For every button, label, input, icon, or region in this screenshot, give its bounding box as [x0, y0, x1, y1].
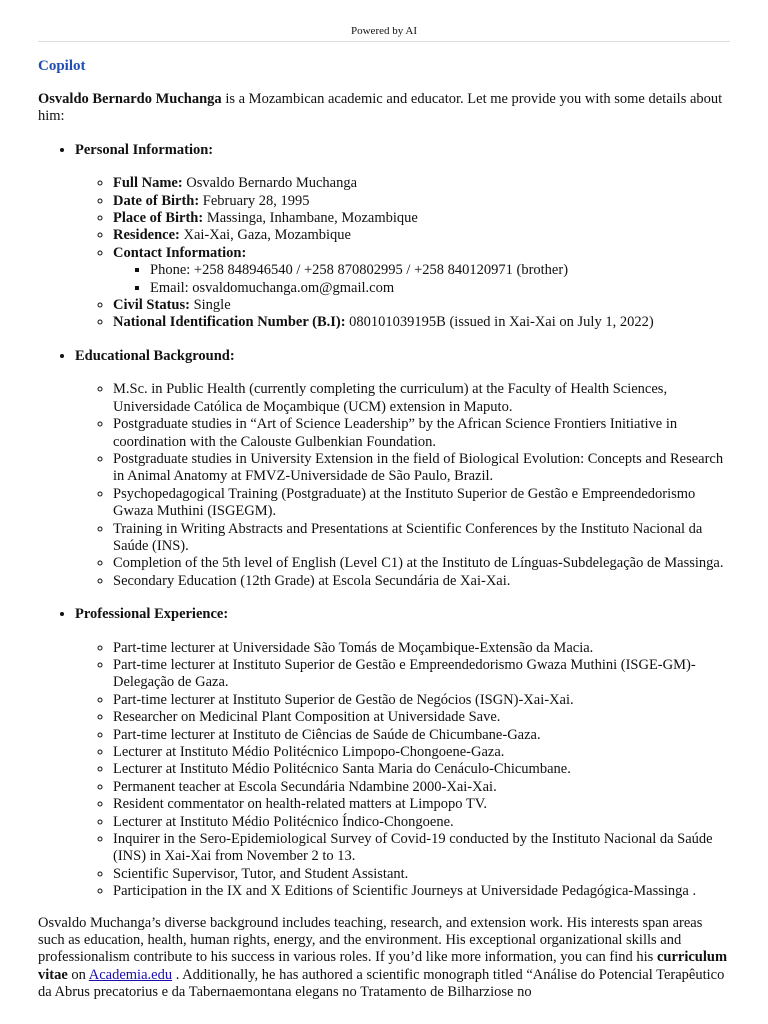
list-item: ◦ Scientific Supervisor, Tutor, and Student Assistant. — [113, 866, 730, 883]
subject-name: Osvaldo Bernardo Muchanga — [38, 91, 222, 107]
contact-list — [113, 262, 730, 297]
list-item: ◦ Lecturer at Instituto Médio Politécnico Índico-Chongoene. — [113, 814, 730, 831]
copilot-brand[interactable]: Copilot — [38, 58, 86, 74]
list-item: ◦ Participation in the IX and X Editions of Scientific Journeys at Universidade Pedagógica-Massinga . — [113, 883, 730, 900]
section-experience — [75, 606, 730, 901]
list-item: ◦ Civil Status: Single — [113, 297, 730, 314]
list-item: ◦ Secondary Education (12th Grade) at Escola Secundária de Xai-Xai. — [113, 573, 730, 590]
list-item: ◦ Full Name: Osvaldo Bernardo Muchanga — [113, 175, 730, 192]
education-list — [75, 381, 730, 590]
cv-term: curriculum vitae — [38, 949, 728, 983]
email-item: ▪ Email: osvaldomuchanga.om@gmail.com — [150, 280, 730, 297]
list-item: ◦ Lecturer at Instituto Médio Politécnico Santa Maria do Cenáculo-Chicumbane. — [113, 761, 730, 778]
academia-link[interactable]: Academia.edu — [88, 966, 173, 983]
list-item: ◦ Resident commentator on health-related matters at Limpopo TV. — [113, 796, 730, 813]
list-item: ◦ Training in Writing Abstracts and Presentations at Scientific Conferences by the Instituto Nacional da Saúde (INS). — [113, 521, 730, 556]
section-education — [75, 348, 730, 590]
list-item: ◦ National Identification Number (B.I): 080101039195B (issued in Xai-Xai on July 1, 2022) — [113, 314, 730, 331]
phone-item: ▪ Phone: +258 848946540 / +258 870802995 / +258 840120971 (brother) — [150, 262, 730, 279]
experience-list — [75, 640, 730, 901]
experience-heading: Professional Experience: — [75, 606, 229, 623]
personal-list — [75, 175, 730, 332]
list-item: ◦ Researcher on Medicinal Plant Composition at Universidade Save. — [113, 709, 730, 726]
list-item: ◦ M.Sc. in Public Health (currently completing the curriculum) at the Faculty of Health Sciences, Universidade Católica de Moçambique (UCM) extension in Maputo. — [113, 381, 730, 416]
list-item: ◦ Place of Birth: Massinga, Inhambane, Mozambique — [113, 210, 730, 227]
section-personal — [75, 142, 730, 332]
list-item: ◦ Inquirer in the Sero-Epidemiological Survey of Covid-19 conducted by the Instituto Nacional da Saúde (INS) in Xai-Xai from November 2 to 13. — [113, 831, 730, 866]
education-heading: Educational Background: — [75, 347, 235, 364]
list-item: ◦ Psychopedagogical Training (Postgraduate) at the Instituto Superior de Gestão e Empreendedorismo Gwaza Muthini (ISGEGM). — [113, 486, 730, 521]
personal-heading: Personal Information: — [75, 141, 214, 158]
list-item: ◦ Part-time lecturer at Instituto Superior de Gestão e Empreendedorismo Gwaza Muthini (ISGE-GM)-Delegação de Gaza. — [113, 657, 730, 692]
list-item: ◦ Part-time lecturer at Universidade São Tomás de Moçambique-Extensão da Macia. — [113, 640, 730, 657]
list-item: ◦ Date of Birth: February 28, 1995 — [113, 193, 730, 210]
document-body — [38, 91, 730, 1002]
list-item: ◦ Postgraduate studies in “Art of Science Leadership” by the African Science Frontiers Initiative in coordination with the Calouste Gulbenkian Foundation. — [113, 416, 730, 451]
closing-paragraph: Osvaldo Muchanga’s diverse background includes teaching, research, and extension work. His interests span areas such as education, health, human rights, energy, and the environment. His exceptional organizational skills and professionalism contribute to his success in various roles. If you’d like more information, you can find his curriculum vitae on Academia.edu . Additionally, he has authored a scientific monograph titled “Análise do Potencial Terapêutico da Abrus precatorius e da Tabernaemontana elegans no Tratamento de Bilharziose no — [38, 914, 728, 1001]
list-item: ◦ Contact Information: ▪ Phone: +258 848946540 / +258 870802995 / +258 840120971 (brother) ▪ Email: osvaldomuchanga.om@gmail.com — [113, 245, 730, 297]
list-item: ◦ Completion of the 5th level of English (Level C1) at the Instituto de Línguas-Subdelegação de Massinga. — [113, 555, 730, 572]
list-item: ◦ Permanent teacher at Escola Secundária Ndambine 2000-Xai-Xai. — [113, 779, 730, 796]
section-list — [38, 142, 730, 901]
list-item: ◦ Postgraduate studies in University Extension in the field of Biological Evolution: Concepts and Research in Animal Anatomy at FMVZ-Universidade de São Paulo, Brazil. — [113, 451, 730, 486]
list-item: ◦ Lecturer at Instituto Médio Politécnico Limpopo-Chongoene-Gaza. — [113, 744, 730, 761]
list-item: ◦ Residence: Xai-Xai, Gaza, Mozambique — [113, 227, 730, 244]
list-item: ◦ Part-time lecturer at Instituto de Ciências de Saúde de Chicumbane-Gaza. — [113, 727, 730, 744]
intro-paragraph — [38, 91, 730, 126]
powered-by-label: Powered by AI — [38, 25, 730, 42]
list-item: ◦ Part-time lecturer at Instituto Superior de Gestão de Negócios (ISGN)-Xai-Xai. — [113, 692, 730, 709]
intro-text: is a Mozambican academic and educator. Let me provide you with some details about him: — [38, 91, 723, 125]
